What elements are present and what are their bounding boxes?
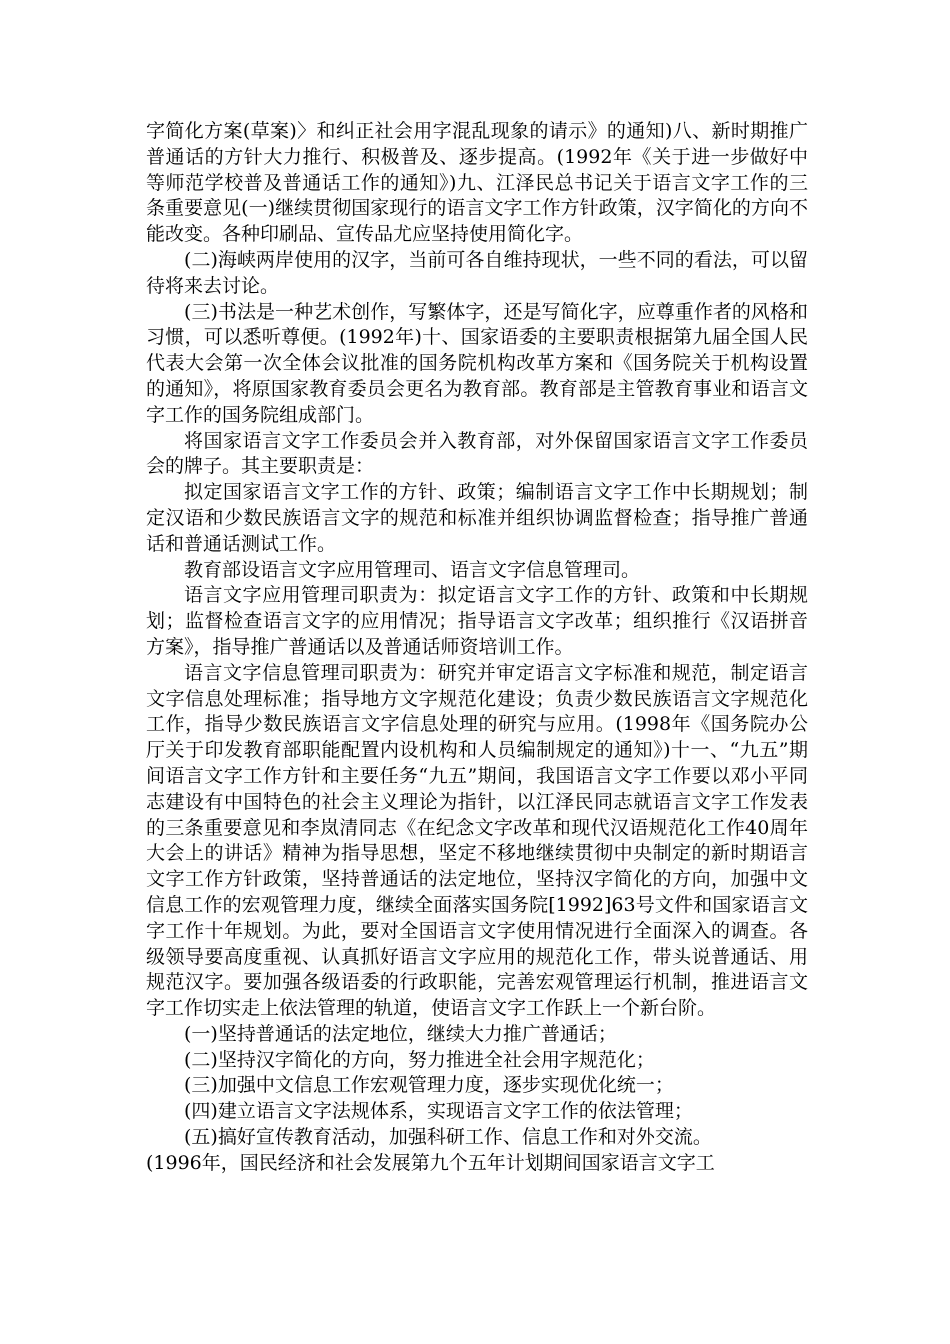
- paragraph-7: 语言文字应用管理司职责为：拟定语言文字工作的方针、政策和中长期规划；监督检查语言文字的应用情况；指导语言文字改革；组织推行《汉语拼音方案》，指导推广普通话以及普通话师资培训工作。: [146, 584, 808, 658]
- paragraph-8: 语言文字信息管理司职责为：研究并审定语言文字标准和规范，制定语言文字信息处理标准；指导地方文字规范化建设；负责少数民族语言文字规范化工作，指导少数民族语言文字信息处理的研究与应用。(1998年《国务院办公厅关于印发教育部职能配置内设机构和人员编制规定的通知》)十一、“九五”期间语言文字工作方针和主要任务“九五”期间，我国语言文字工作要以邓小平同志建设有中国特色的社会主义理论为指针，以江泽民同志就语言文字工作发表的三条重要意见和李岚清同志《在纪念文字改革和现代汉语规范化工作40周年大会上的讲话》精神为指导思想，坚定不移地继续贯彻中央制定的新时期语言文字工作方针政策，坚持普通话的法定地位，坚持汉字简化的方向，加强中文信息工作的宏观管理力度，继续全面落实国务院[1992]63号文件和国家语言文字工作十年规划。为此，要对全国语言文字使用情况进行全面深入的调查。各级领导要高度重视、认真抓好语言文字应用的规范化工作，带头说普通话、用规范汉字。要加强各级语委的行政职能，完善宏观管理运行机制，推进语言文字工作切实走上依法管理的轨道，使语言文字工作跃上一个新台阶。: [146, 661, 808, 1020]
- document-body: [146, 119, 808, 1177]
- paragraph-6: 教育部设语言文字应用管理司、语言文字信息管理司。: [184, 558, 641, 581]
- paragraph-9: (一)坚持普通话的法定地位，继续大力推广普通话；: [184, 1022, 617, 1045]
- paragraph-12: (四)建立语言文字法规体系，实现语言文字工作的依法管理；: [184, 1100, 693, 1123]
- paragraph-3: (三)书法是一种艺术创作，写繁体字，还是写简化字，应尊重作者的风格和习惯，可以悉听尊便。(1992年)十、国家语委的主要职责根据第九届全国人民代表大会第一次全体会议批准的国务院机构改革方案和《国务院关于机构设置的通知》，将原国家教育委员会更名为教育部。教育部是主管教育事业和语言文字工作的国务院组成部门。: [146, 300, 808, 426]
- paragraph-14: (1996年，国民经济和社会发展第九个五年计划期间国家语言文字工: [146, 1151, 715, 1174]
- paragraph-2: (二)海峡两岸使用的汉字，当前可各自维持现状，一些不同的看法，可以留待将来去讨论。: [146, 248, 808, 297]
- paragraph-4: 将国家语言文字工作委员会并入教育部，对外保留国家语言文字工作委员会的牌子。其主要职责是：: [146, 429, 808, 478]
- paragraph-5: 拟定国家语言文字工作的方针、政策；编制语言文字工作中长期规划；制定汉语和少数民族语言文字的规范和标准并组织协调监督检查；指导推广普通话和普通话测试工作。: [146, 481, 808, 555]
- paragraph-10: (二)坚持汉字简化的方向，努力推进全社会用字规范化；: [184, 1048, 655, 1071]
- paragraph-13: (五)搞好宣传教育活动，加强科研工作、信息工作和对外交流。: [184, 1126, 712, 1149]
- paragraph-1: 字简化方案(草案)〉和纠正社会用字混乱现象的请示》的通知)八、新时期推广普通话的方针大力推行、积极普及、逐步提高。(1992年《关于进一步做好中等师范学校普及普通话工作的通知》)九、江泽民总书记关于语言文字工作的三条重要意见(一)继续贯彻国家现行的语言文字工作方针政策，汉字简化的方向不能改变。各种印刷品、宣传品尤应坚持使用简化字。: [146, 120, 808, 246]
- paragraph-11: (三)加强中文信息工作宏观管理力度，逐步实现优化统一；: [184, 1074, 674, 1097]
